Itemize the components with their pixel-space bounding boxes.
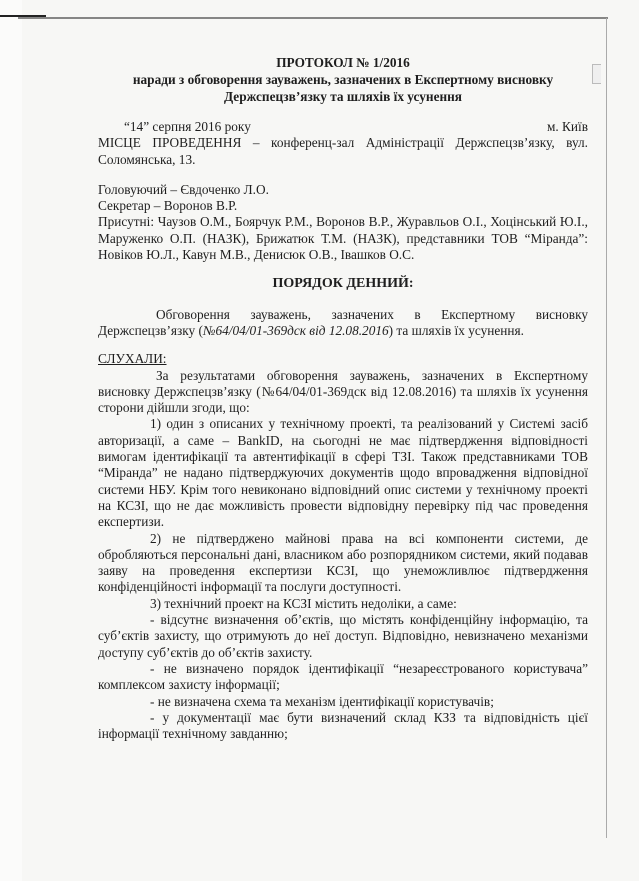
heard-subitem-4: - у документації має бути визначений склад КЗЗ та відповідність цієї інформації технічному завданню; xyxy=(98,709,588,742)
page-margin xyxy=(0,0,22,881)
date-line xyxy=(98,119,588,135)
heard-item-3: 3) технічний проект на КСЗІ містить недоліки, а саме: xyxy=(150,595,457,611)
meeting-venue: МІСЦЕ ПРОВЕДЕННЯ – конференц-зал Адміністрації Держспецзв’язку, вул. Соломянська, 13. xyxy=(98,135,588,167)
scan-tab xyxy=(592,64,601,84)
agenda-text xyxy=(98,307,588,340)
heard-item-2: 2) не підтверджено майнові права на всі компоненти системи, де обробляються персональні дані, власником або розпорядником системи, який подавав заяву на проведення експертизи КСЗІ, що унеможливлює підтвердження конфіденційності інформації та послуги доступності. xyxy=(98,530,588,595)
document-subtitle-line-1: наради з обговорення зауважень, зазначених в Експертному висновку xyxy=(132,72,554,87)
page-right-edge xyxy=(606,18,607,838)
agenda-text-end: ) та шляхів їх усунення. xyxy=(388,322,524,338)
heard-item-1: 1) один з описаних у технічному проекті, та реалізований у Системі засіб авторизації, а саме – BankID, на сьогодні не має підтвердження відповідності вимогам ідентифікації та автентифікації в сфері ТЗІ. Також представниками ТОВ “Міранда” не надано підтверджуючих документів щодо впровадження відповідної системи НБУ. Крім того невиконано відповідний опис системи у технічному проекті на КСЗІ, що не дає можливість провести відповідну перевірку під час проведення експертизи. xyxy=(98,416,588,530)
chairperson: Головуючий – Євдоченко Л.О. xyxy=(98,181,269,197)
attendees: Присутні: Чаузов О.М., Боярчук Р.М., Воронов В.Р., Журавльов О.І., Хоцінський Ю.І., Маруженко О.П. (НАЗК), Брижатюк Т.М. (НАЗК), представники ТОВ “Міранда”: Новіков Ю.Л., Кавун М.В., Денисюк О.В., Івашков О.С. xyxy=(98,214,588,263)
officials xyxy=(98,182,588,215)
document-subtitle-line-2: Держспецзв’язку та шляхів їх усунення xyxy=(224,89,462,104)
heard-subitem-3: - не визначена схема та механізм ідентифікації користувачів; xyxy=(150,693,494,709)
document-body xyxy=(98,54,588,742)
meeting-city: м. Київ xyxy=(546,119,588,134)
heard-heading: СЛУХАЛИ: xyxy=(98,351,167,367)
heard-intro: За результатами обговорення зауважень, зазначених в Експертному висновку Держспецзв’язку (№64/04/01-369дск від 12.08.2016) та шляхів їх усунення сторони дійшли згоди, що: xyxy=(98,367,588,416)
agenda-document-reference: №64/04/01-369дск від 12.08.2016 xyxy=(202,322,389,338)
heard-subitem-1: - відсутнє визначення об’єктів, що містять конфіденційну інформацію, та суб’єктів захисту, що отримують до неї доступ. Відповідно, невизначено механізми доступу суб’єктів до об’єктів захисту. xyxy=(98,612,588,660)
secretary: Секретар – Воронов В.Р. xyxy=(98,198,238,214)
document-title: ПРОТОКОЛ № 1/2016 xyxy=(276,55,410,70)
heard-subitem-2: - не визначено порядок ідентифікації “незареєстрованого користувача” комплексом захисту інформації; xyxy=(98,660,588,693)
page-top-edge xyxy=(18,17,608,19)
meeting-date: “14” серпня 2016 року xyxy=(124,119,251,134)
agenda-heading: ПОРЯДОК ДЕННИЙ: xyxy=(272,276,414,292)
agenda-text-start: Обговорення зауважень, зазначених в Експертному висновку Держспецзв’язку ( xyxy=(98,306,588,338)
